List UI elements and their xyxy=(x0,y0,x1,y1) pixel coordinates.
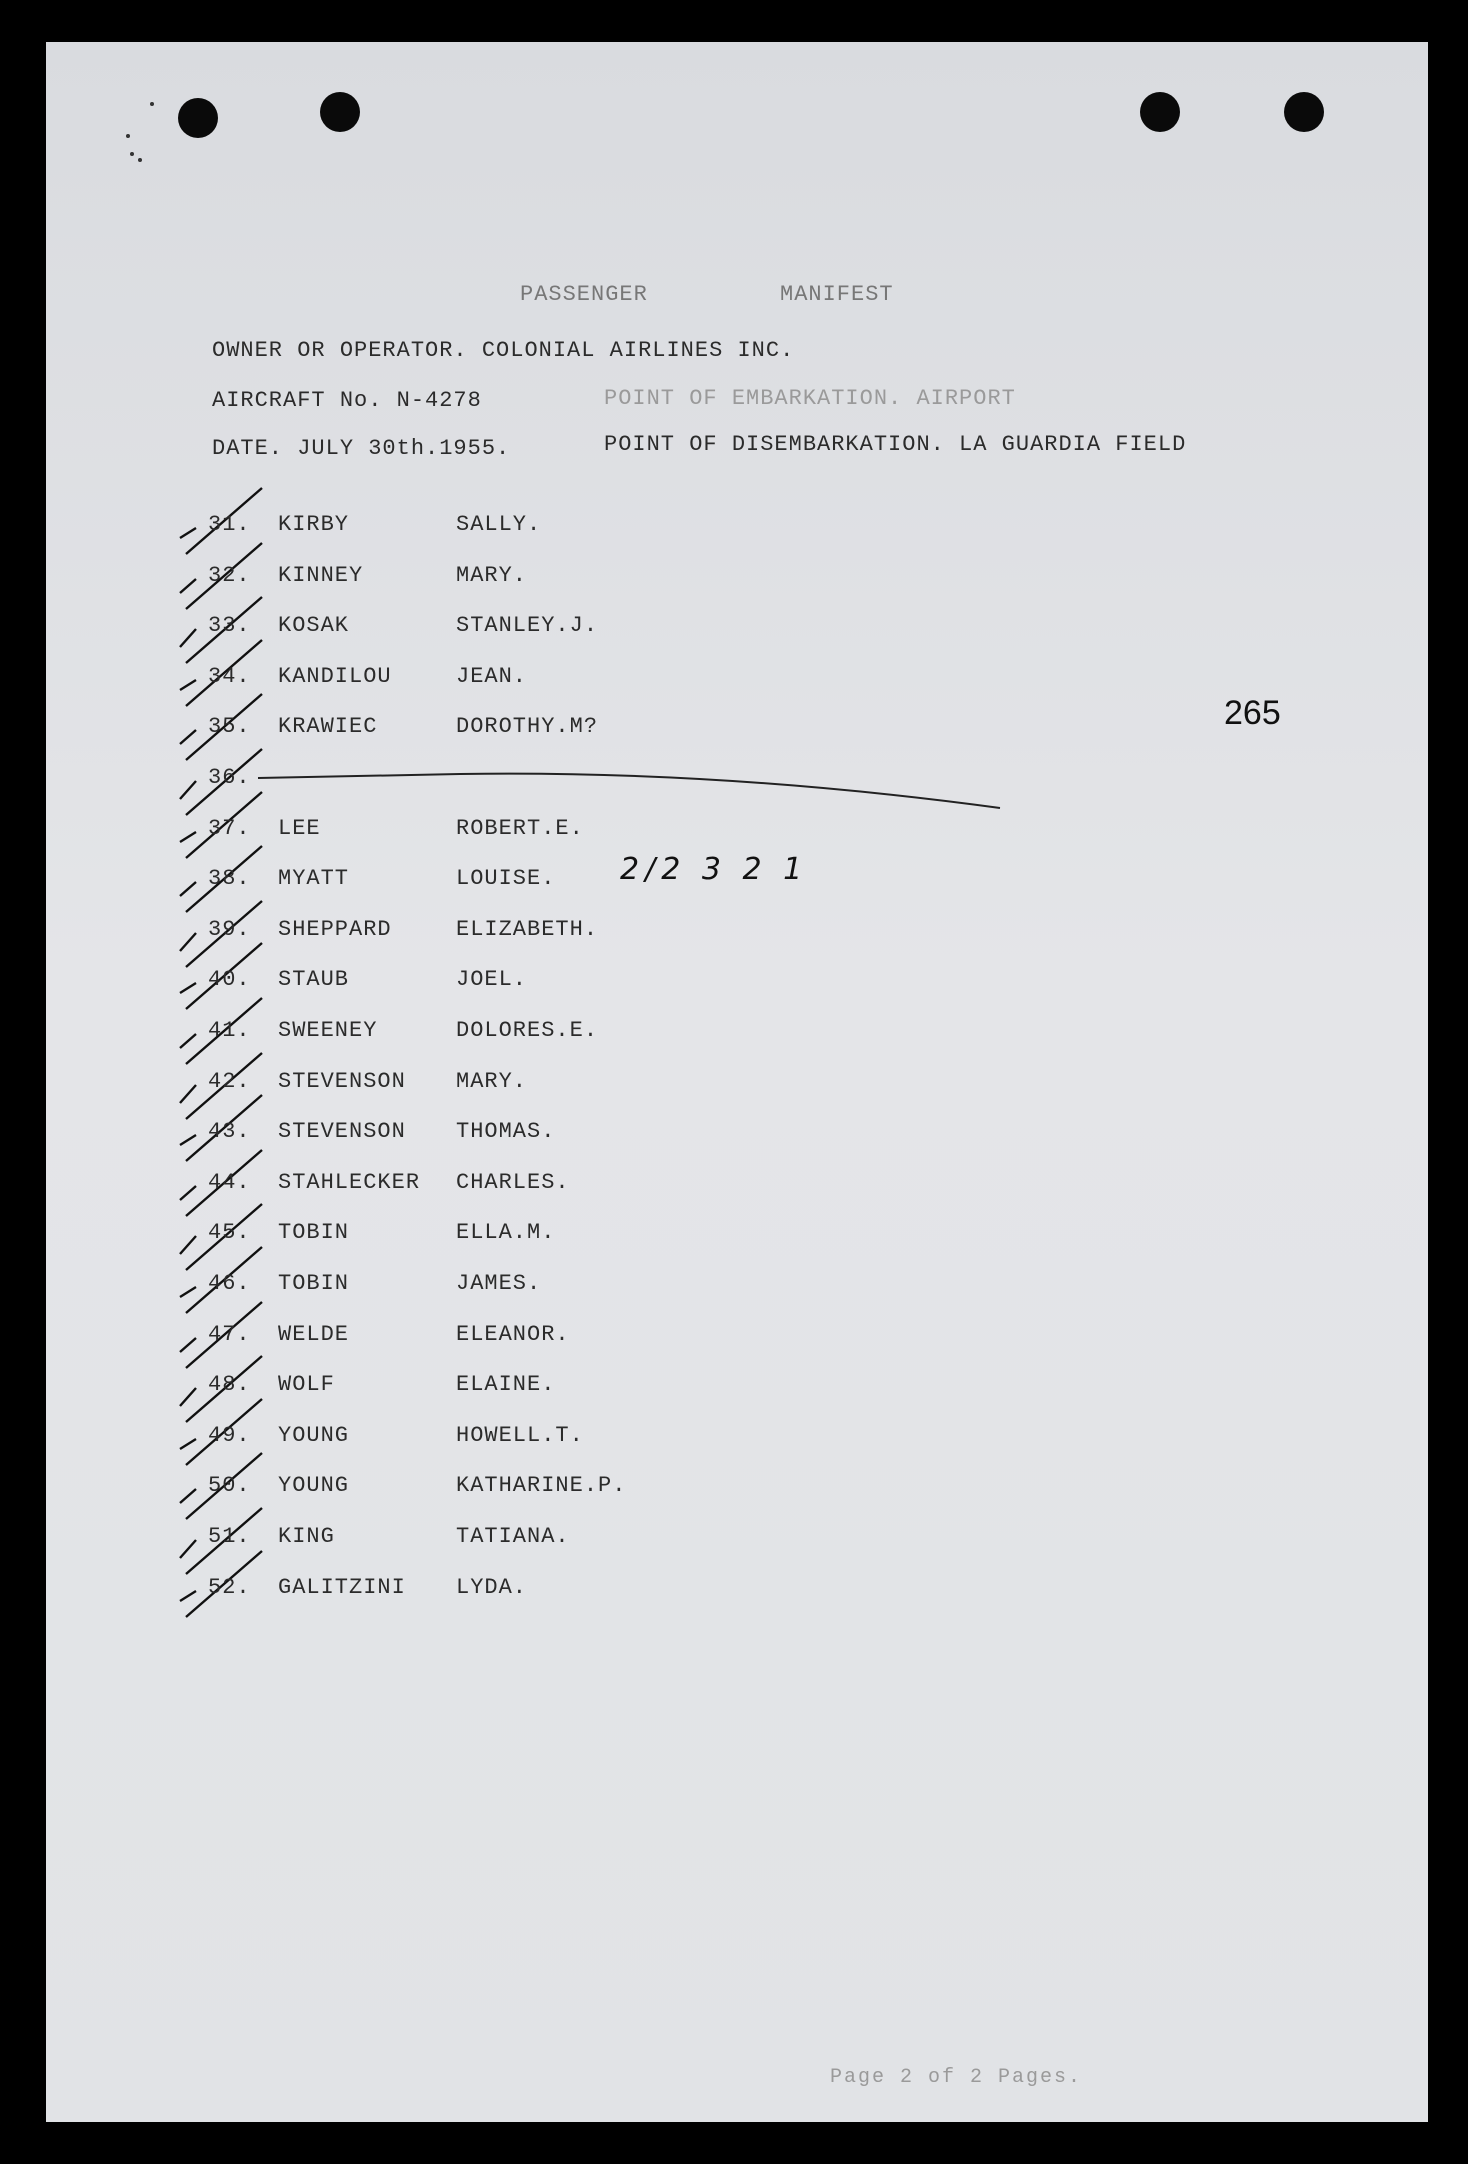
date-line: DATE. JULY 30th.1955. xyxy=(212,436,511,461)
passenger-given-name: SALLY. xyxy=(456,512,542,537)
passenger-given-name: MARY. xyxy=(456,1068,528,1094)
owner-line: OWNER OR OPERATOR. COLONIAL AIRLINES INC. xyxy=(212,338,795,363)
passenger-given-name: ELLA.M. xyxy=(456,1220,556,1246)
passenger-number: 46. xyxy=(208,1271,251,1296)
passenger-given-name: JOEL. xyxy=(456,967,528,993)
passenger-given-name: JEAN. xyxy=(456,663,528,689)
passenger-number: 50. xyxy=(208,1473,251,1499)
passenger-surname: STAHLECKER xyxy=(278,1169,421,1195)
passenger-surname: YOUNG xyxy=(278,1422,350,1448)
passenger-given-name: TATIANA. xyxy=(456,1524,570,1549)
passenger-number: 34. xyxy=(208,663,251,689)
passenger-surname: KOSAK xyxy=(278,613,350,639)
passenger-given-name: STANLEY.J. xyxy=(456,613,599,639)
passenger-surname: SHEPPARD xyxy=(278,916,392,942)
passenger-given-name: CHARLES. xyxy=(456,1169,570,1195)
aircraft-line: AIRCRAFT No. N-4278 xyxy=(212,388,482,413)
footer-page-count: Page 2 of 2 Pages. xyxy=(830,2066,1083,2089)
passenger-surname: MYATT xyxy=(278,866,350,892)
passenger-surname: STEVENSON xyxy=(278,1119,406,1145)
passenger-surname: SWEENEY xyxy=(278,1018,378,1043)
passenger-number: 48. xyxy=(208,1372,251,1398)
passenger-number: 37. xyxy=(208,815,251,841)
passenger-number: 36. xyxy=(208,765,251,790)
passenger-surname: KINNEY xyxy=(278,562,364,588)
passenger-surname: STAUB xyxy=(278,967,350,993)
passenger-given-name: DOLORES.E. xyxy=(456,1018,599,1043)
passenger-given-name: MARY. xyxy=(456,562,528,588)
disembarkation-line: POINT OF DISEMBARKATION. LA GUARDIA FIELD xyxy=(604,432,1187,457)
passenger-number: 41. xyxy=(208,1018,251,1043)
passenger-number: 40. xyxy=(208,967,251,993)
passenger-given-name: ELAINE. xyxy=(456,1372,556,1398)
passenger-surname: TOBIN xyxy=(278,1271,350,1296)
passenger-surname: WOLF xyxy=(278,1372,335,1398)
passenger-number: 47. xyxy=(208,1321,251,1347)
passenger-given-name: ROBERT.E. xyxy=(456,815,584,841)
passenger-given-name: KATHARINE.P. xyxy=(456,1473,627,1499)
passenger-number: 52. xyxy=(208,1574,251,1600)
title-manifest: MANIFEST xyxy=(780,282,894,307)
passenger-given-name: ELIZABETH. xyxy=(456,916,599,942)
passenger-surname: LEE xyxy=(278,815,321,841)
passenger-number: 39. xyxy=(208,916,251,942)
passenger-surname: KRAWIEC xyxy=(278,714,378,740)
passenger-surname: TOBIN xyxy=(278,1220,350,1246)
passenger-number: 45. xyxy=(208,1220,251,1246)
passenger-given-name: DOROTHY.M? xyxy=(456,714,599,740)
passenger-given-name: THOMAS. xyxy=(456,1119,556,1145)
passenger-surname: STEVENSON xyxy=(278,1068,406,1094)
passenger-number: 51. xyxy=(208,1524,251,1549)
passenger-surname: KING xyxy=(278,1524,335,1549)
passenger-number: 43. xyxy=(208,1119,251,1145)
passenger-surname: WELDE xyxy=(278,1321,350,1347)
passenger-surname: KIRBY xyxy=(278,512,350,537)
handwritten-note: 2/2 3 2 1 xyxy=(620,852,809,887)
passenger-given-name: LOUISE. xyxy=(456,866,556,892)
embarkation-line: POINT OF EMBARKATION. AIRPORT xyxy=(604,386,1016,411)
passenger-number: 35. xyxy=(208,714,251,740)
passenger-surname: KANDILOU xyxy=(278,663,392,689)
passenger-given-name: HOWELL.T. xyxy=(456,1422,584,1448)
passenger-given-name: JAMES. xyxy=(456,1271,542,1296)
title-passenger: PASSENGER xyxy=(520,282,648,307)
passenger-number: 38. xyxy=(208,866,251,892)
passenger-given-name: LYDA. xyxy=(456,1574,528,1600)
passenger-number: 42. xyxy=(208,1068,251,1094)
passenger-number: 33. xyxy=(208,613,251,639)
passenger-given-name: ELEANOR. xyxy=(456,1321,570,1347)
passenger-number: 32. xyxy=(208,562,251,588)
page-number: 265 xyxy=(1224,694,1281,732)
passenger-number: 49. xyxy=(208,1422,251,1448)
passenger-surname: YOUNG xyxy=(278,1473,350,1499)
passenger-number: 31. xyxy=(208,512,251,537)
passenger-number: 44. xyxy=(208,1169,251,1195)
passenger-surname: GALITZINI xyxy=(278,1574,406,1600)
